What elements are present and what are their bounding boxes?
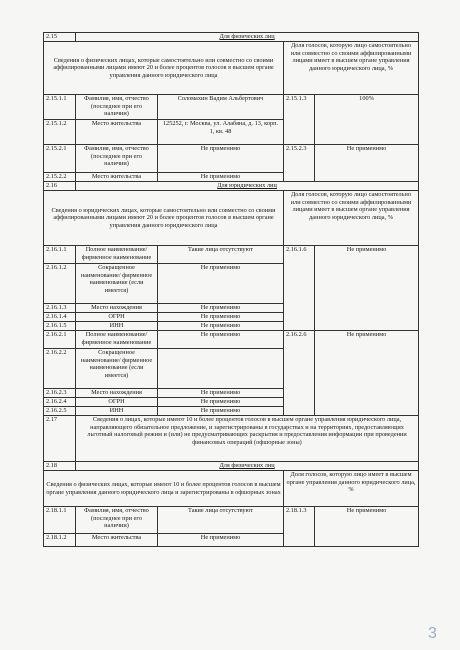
row-number: 2.18.1.2: [44, 534, 76, 547]
disclosure-table: [43, 32, 419, 547]
row-value: Не применимо: [158, 389, 284, 398]
section-number: 2.15: [44, 33, 76, 42]
row-value: Не применимо: [158, 322, 284, 331]
share-header: Доля голосов, которую лицо имеет в высшем органе управления данного юридического лица, %: [284, 471, 419, 507]
row-label: Фамилия, имя, отчество (последнее при его наличии): [76, 95, 158, 120]
share-value: Не применимо: [315, 145, 419, 182]
row-number: 2.16.1.2: [44, 264, 76, 304]
section-number: 2.17: [44, 416, 76, 462]
section-description: Сведения о юридических лицах, которые самостоятельно или совместно со своими аффилированными лицами имеют 20 и более процентов голосов в высшем органе управления данного юридического лица: [44, 191, 284, 246]
row-number: 2.18.1.1: [44, 507, 76, 534]
row-value: Такие лица отсутствуют: [158, 507, 284, 534]
share-number: 2.16.1.6: [284, 246, 315, 331]
section-number: 2.16: [44, 182, 76, 191]
row-value: Не применимо: [158, 331, 284, 349]
share-number: 2.18.1.3: [284, 507, 315, 547]
row-number: 2.16.1.4: [44, 313, 76, 322]
row-label: Место жительства: [76, 173, 158, 182]
row-value: Соломахин Вадим Альбертович: [158, 95, 284, 120]
row-value: Не применимо: [158, 534, 284, 547]
row-label: Сокращенное наименование/ фирменное наименование (если имеется): [76, 264, 158, 304]
row-value: Такие лица отсутствуют: [158, 246, 284, 264]
row-number: 2.15.1.2: [44, 120, 76, 145]
row-number: 2.16.1.5: [44, 322, 76, 331]
row-number: 2.15.1.1: [44, 95, 76, 120]
row-value: Не применимо: [158, 173, 284, 182]
row-label: ИНН: [76, 407, 158, 416]
row-number: 2.16.2.4: [44, 398, 76, 407]
row-value: Не применимо: [158, 304, 284, 313]
row-number: 2.16.2.2: [44, 349, 76, 389]
share-header: Доля голосов, которую лицо самостоятельно или совместно со своими аффилированными лицами имеет в высшем органе управления данного юридического лица, %: [284, 42, 419, 95]
row-number: 2.15.2.2: [44, 173, 76, 182]
row-label: ИНН: [76, 322, 158, 331]
row-value: Не применимо: [158, 407, 284, 416]
row-value: [158, 349, 284, 389]
section-number: 2.18: [44, 462, 76, 471]
row-label: Место жительства: [76, 120, 158, 145]
row-number: 2.16.1.1: [44, 246, 76, 264]
section-description: Сведения о физических лицах, которые самостоятельно или совместно со своими аффилированными лицами имеют 20 и более процентов голосов в высшем органе управления данного юридического лица: [44, 42, 284, 95]
row-value: Не применимо: [158, 398, 284, 407]
section-title: Для юридических лиц: [76, 182, 419, 191]
row-number: 2.16.2.3: [44, 389, 76, 398]
share-number: 2.15.1.3: [284, 95, 315, 145]
section-title: Для физических лиц: [76, 462, 419, 471]
row-number: 2.16.2.5: [44, 407, 76, 416]
row-label: ОГРН: [76, 313, 158, 322]
row-number: 2.16.1.3: [44, 304, 76, 313]
row-label: Фамилия, имя, отчество (последнее при его наличии): [76, 145, 158, 173]
row-label: Полное наименование/ фирменное наименование: [76, 331, 158, 349]
row-label: Место жительства: [76, 534, 158, 547]
row-value: Не применимо: [158, 264, 284, 304]
section-title: Для физических лиц: [76, 33, 419, 42]
row-value: 125252, г. Москва, ул. Алабяна, д. 13, корп. 1, кв. 48: [158, 120, 284, 145]
row-label: Место нахождения: [76, 304, 158, 313]
row-value: Не применимо: [158, 145, 284, 173]
section-description: Сведения о физических лицах, которые имеют 10 и более процентов голосов в высшем органе управления данного юридического лица и зарегистрированы в офшорных зонах: [44, 471, 284, 507]
share-value: Не применимо: [315, 331, 419, 416]
section-description: Сведения о лицах, которые имеют 10 и более процентов голосов в высшем органе управления юридического лица, направляющего обязательное предложение, и зарегистрированы в государствах и на территориях, предоставляющих льготный налоговый режим и (или) не предусматривающих раскрытия и предоставления информации при проведении финансовых операций (офшорные зоны): [76, 416, 419, 462]
row-label: Сокращенное наименование/ фирменное наименование (если имеется): [76, 349, 158, 389]
share-number: 2.16.2.6: [284, 331, 315, 416]
share-header: Доля голосов, которую лицо самостоятельно или совместно со своими аффилированными лицами имеет в высшем органе управления данного юридического лица, %: [284, 191, 419, 246]
share-number: 2.15.2.3: [284, 145, 315, 182]
page-number: 3: [428, 625, 437, 642]
share-value: Не применимо: [315, 507, 419, 547]
row-number: 2.15.2.1: [44, 145, 76, 173]
share-value: 100%: [315, 95, 419, 145]
row-value: Не применимо: [158, 313, 284, 322]
share-value: Не применимо: [315, 246, 419, 331]
row-label: ОГРН: [76, 398, 158, 407]
row-label: Место нахождения: [76, 389, 158, 398]
row-number: 2.16.2.1: [44, 331, 76, 349]
row-label: Фамилия, имя, отчество (последнее при его наличии): [76, 507, 158, 534]
row-label: Полное наименование/ фирменное наименование: [76, 246, 158, 264]
